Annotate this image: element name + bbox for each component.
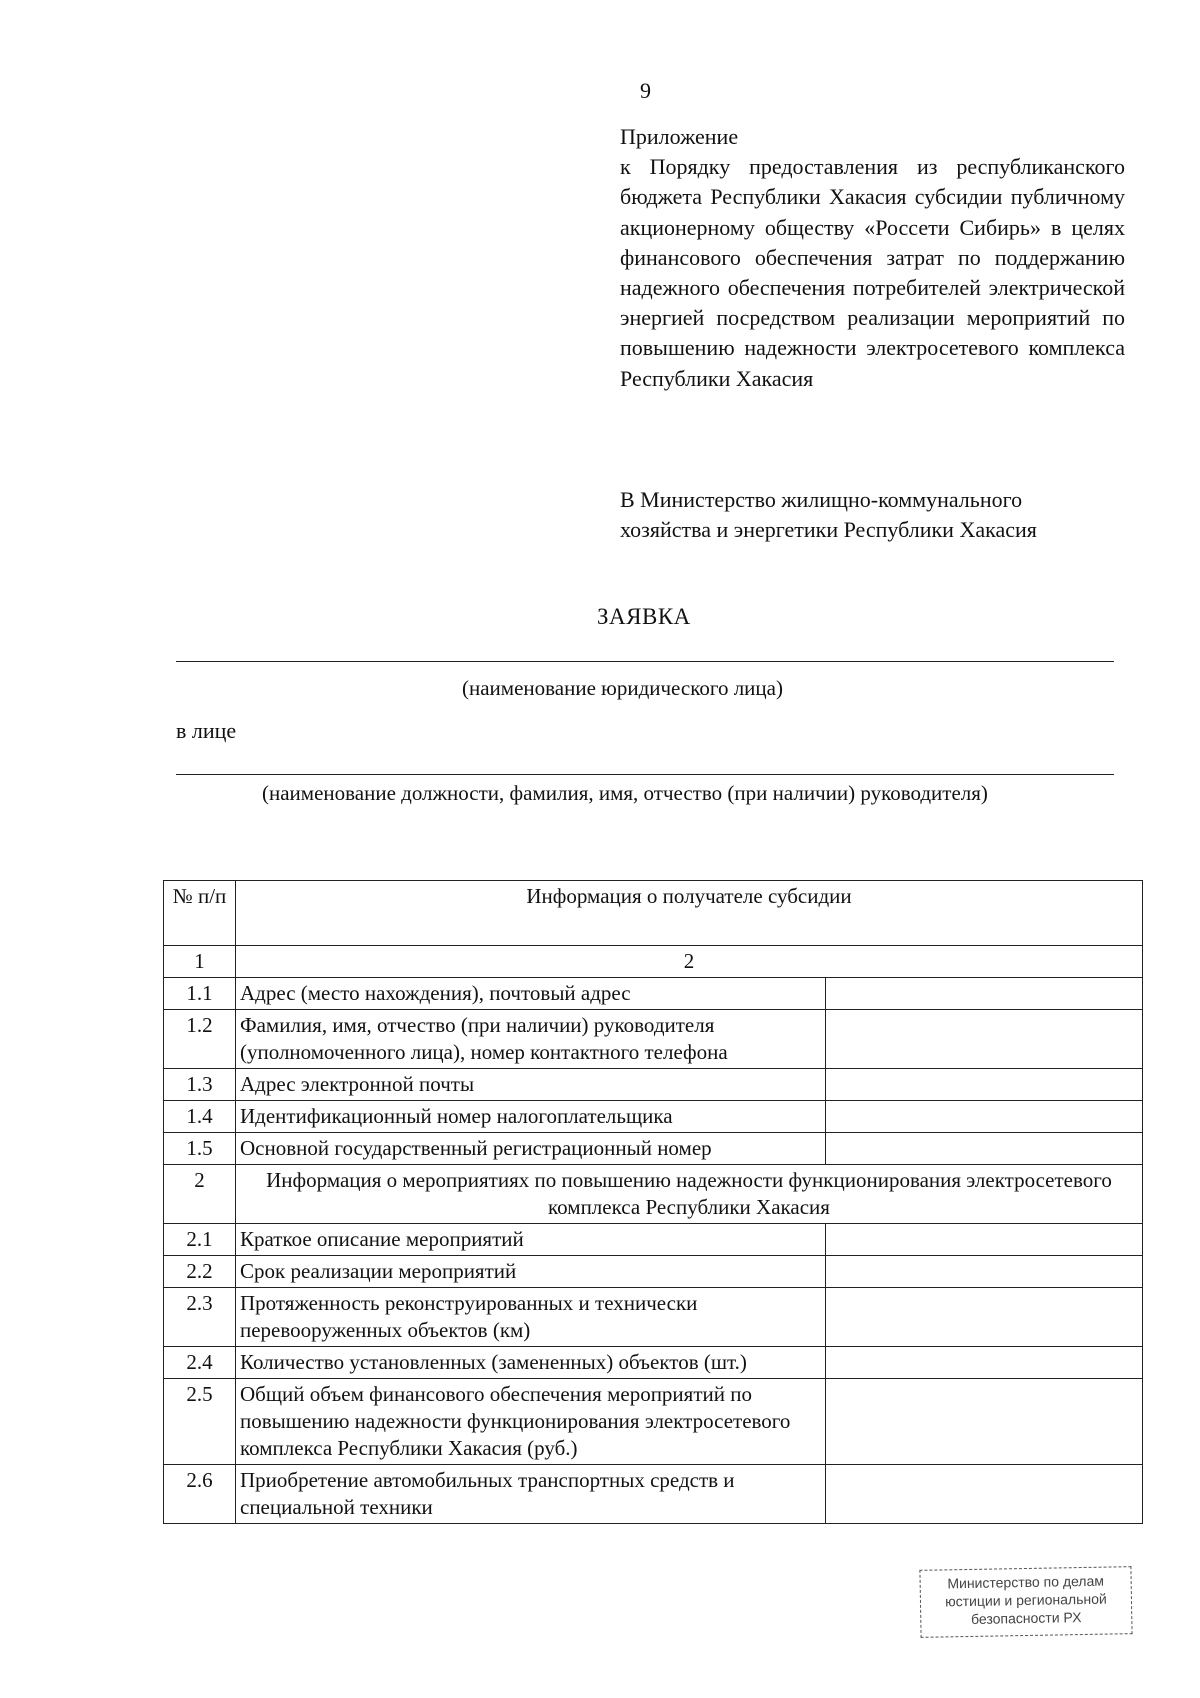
row-text: Фамилия, имя, отчество (при наличии) руководителя (уполномоченного лица), номер контактного телефона	[236, 1010, 826, 1069]
stamp-line-1: Министерство по делам	[947, 1572, 1105, 1592]
row-num: 2.2	[164, 1256, 236, 1288]
row-text: Протяженность реконструированных и технически перевооруженных объектов (км)	[236, 1288, 826, 1347]
subsidy-info-table	[163, 880, 1143, 1524]
table-header-row	[164, 881, 1143, 946]
page-number: 9	[640, 78, 651, 103]
row-value-cell	[826, 1069, 1143, 1101]
ministry-stamp	[919, 1566, 1132, 1638]
row-num: 2.3	[164, 1288, 236, 1347]
column-number-2: 2	[236, 946, 1143, 978]
row-num: 2.5	[164, 1379, 236, 1465]
table-row	[164, 1101, 1143, 1133]
row-text: Основной государственный регистрационный номер	[236, 1133, 826, 1165]
table-row	[164, 978, 1143, 1010]
table-row	[164, 1288, 1143, 1347]
row-value-cell	[826, 1224, 1143, 1256]
row-value-cell	[826, 1465, 1143, 1524]
row-text: Адрес электронной почты	[236, 1069, 826, 1101]
in-person-label: в лице	[176, 718, 237, 743]
table-row	[164, 1133, 1143, 1165]
appendix-block	[620, 122, 1125, 394]
entity-name-line	[176, 661, 1114, 662]
addressee-line-2: хозяйства и энергетики Республики Хакасия	[620, 517, 1037, 542]
row-value-cell	[826, 1133, 1143, 1165]
row-value-cell	[826, 1347, 1143, 1379]
addressee-block	[620, 485, 1140, 545]
row-value-cell	[826, 1256, 1143, 1288]
row-text: Количество установленных (замененных) объектов (шт.)	[236, 1347, 826, 1379]
table-row	[164, 1224, 1143, 1256]
entity-caption: (наименование юридического лица)	[462, 676, 783, 700]
table-row	[164, 1379, 1143, 1465]
row-num: 2.1	[164, 1224, 236, 1256]
row-num: 1.2	[164, 1010, 236, 1069]
row-text: Адрес (место нахождения), почтовый адрес	[236, 978, 826, 1010]
stamp-line-2: юстиции и региональной	[945, 1590, 1107, 1610]
table-row	[164, 1256, 1143, 1288]
row-num: 2.4	[164, 1347, 236, 1379]
row-value-cell	[826, 1379, 1143, 1465]
table-row	[164, 1465, 1143, 1524]
row-num: 2.6	[164, 1465, 236, 1524]
row-value-cell	[826, 1010, 1143, 1069]
addressee-line-1: В Министерство жилищно-коммунального	[620, 487, 1023, 512]
section-2-header-row	[164, 1165, 1143, 1224]
row-text: Идентификационный номер налогоплательщика	[236, 1101, 826, 1133]
column-numbers-row	[164, 946, 1143, 978]
stamp-line-3: безопасности РХ	[970, 1609, 1082, 1627]
document-title: ЗАЯВКА	[597, 604, 691, 629]
table-row	[164, 1069, 1143, 1101]
column-number-1: 1	[164, 946, 236, 978]
row-text: Общий объем финансового обеспечения мероприятий по повышению надежности функционирования электросетевого комплекса Республики Хакасия (руб.)	[236, 1379, 826, 1465]
head-name-line	[176, 774, 1114, 775]
header-info-cell: Информация о получателе субсидии	[236, 881, 1143, 946]
row-value-cell	[826, 978, 1143, 1010]
row-text: Срок реализации мероприятий	[236, 1256, 826, 1288]
row-value-cell	[826, 1288, 1143, 1347]
header-num-cell: № п/п	[164, 881, 236, 946]
row-text: Приобретение автомобильных транспортных средств и специальной техники	[236, 1465, 826, 1524]
section-2-title: Информация о мероприятиях по повышению надежности функционирования электросетевого комплекса Республики Хакасия	[236, 1165, 1143, 1224]
appendix-body: к Порядку предоставления из республиканского бюджета Республики Хакасия субсидии публичному акционерному обществу «Россети Сибирь» в целях финансового обеспечения затрат по поддержанию надежного обеспечения потребителей электрической энергией посредством реализации мероприятий по повышению надежности электросетевого комплекса Республики Хакасия	[620, 154, 1125, 391]
row-text: Краткое описание мероприятий	[236, 1224, 826, 1256]
row-num: 1.3	[164, 1069, 236, 1101]
table-row	[164, 1010, 1143, 1069]
appendix-title: Приложение	[620, 124, 739, 149]
section-2-num: 2	[164, 1165, 236, 1224]
head-caption: (наименование должности, фамилия, имя, отчество (при наличии) руководителя)	[262, 781, 988, 805]
row-num: 1.5	[164, 1133, 236, 1165]
table-row	[164, 1347, 1143, 1379]
row-value-cell	[826, 1101, 1143, 1133]
row-num: 1.4	[164, 1101, 236, 1133]
row-num: 1.1	[164, 978, 236, 1010]
